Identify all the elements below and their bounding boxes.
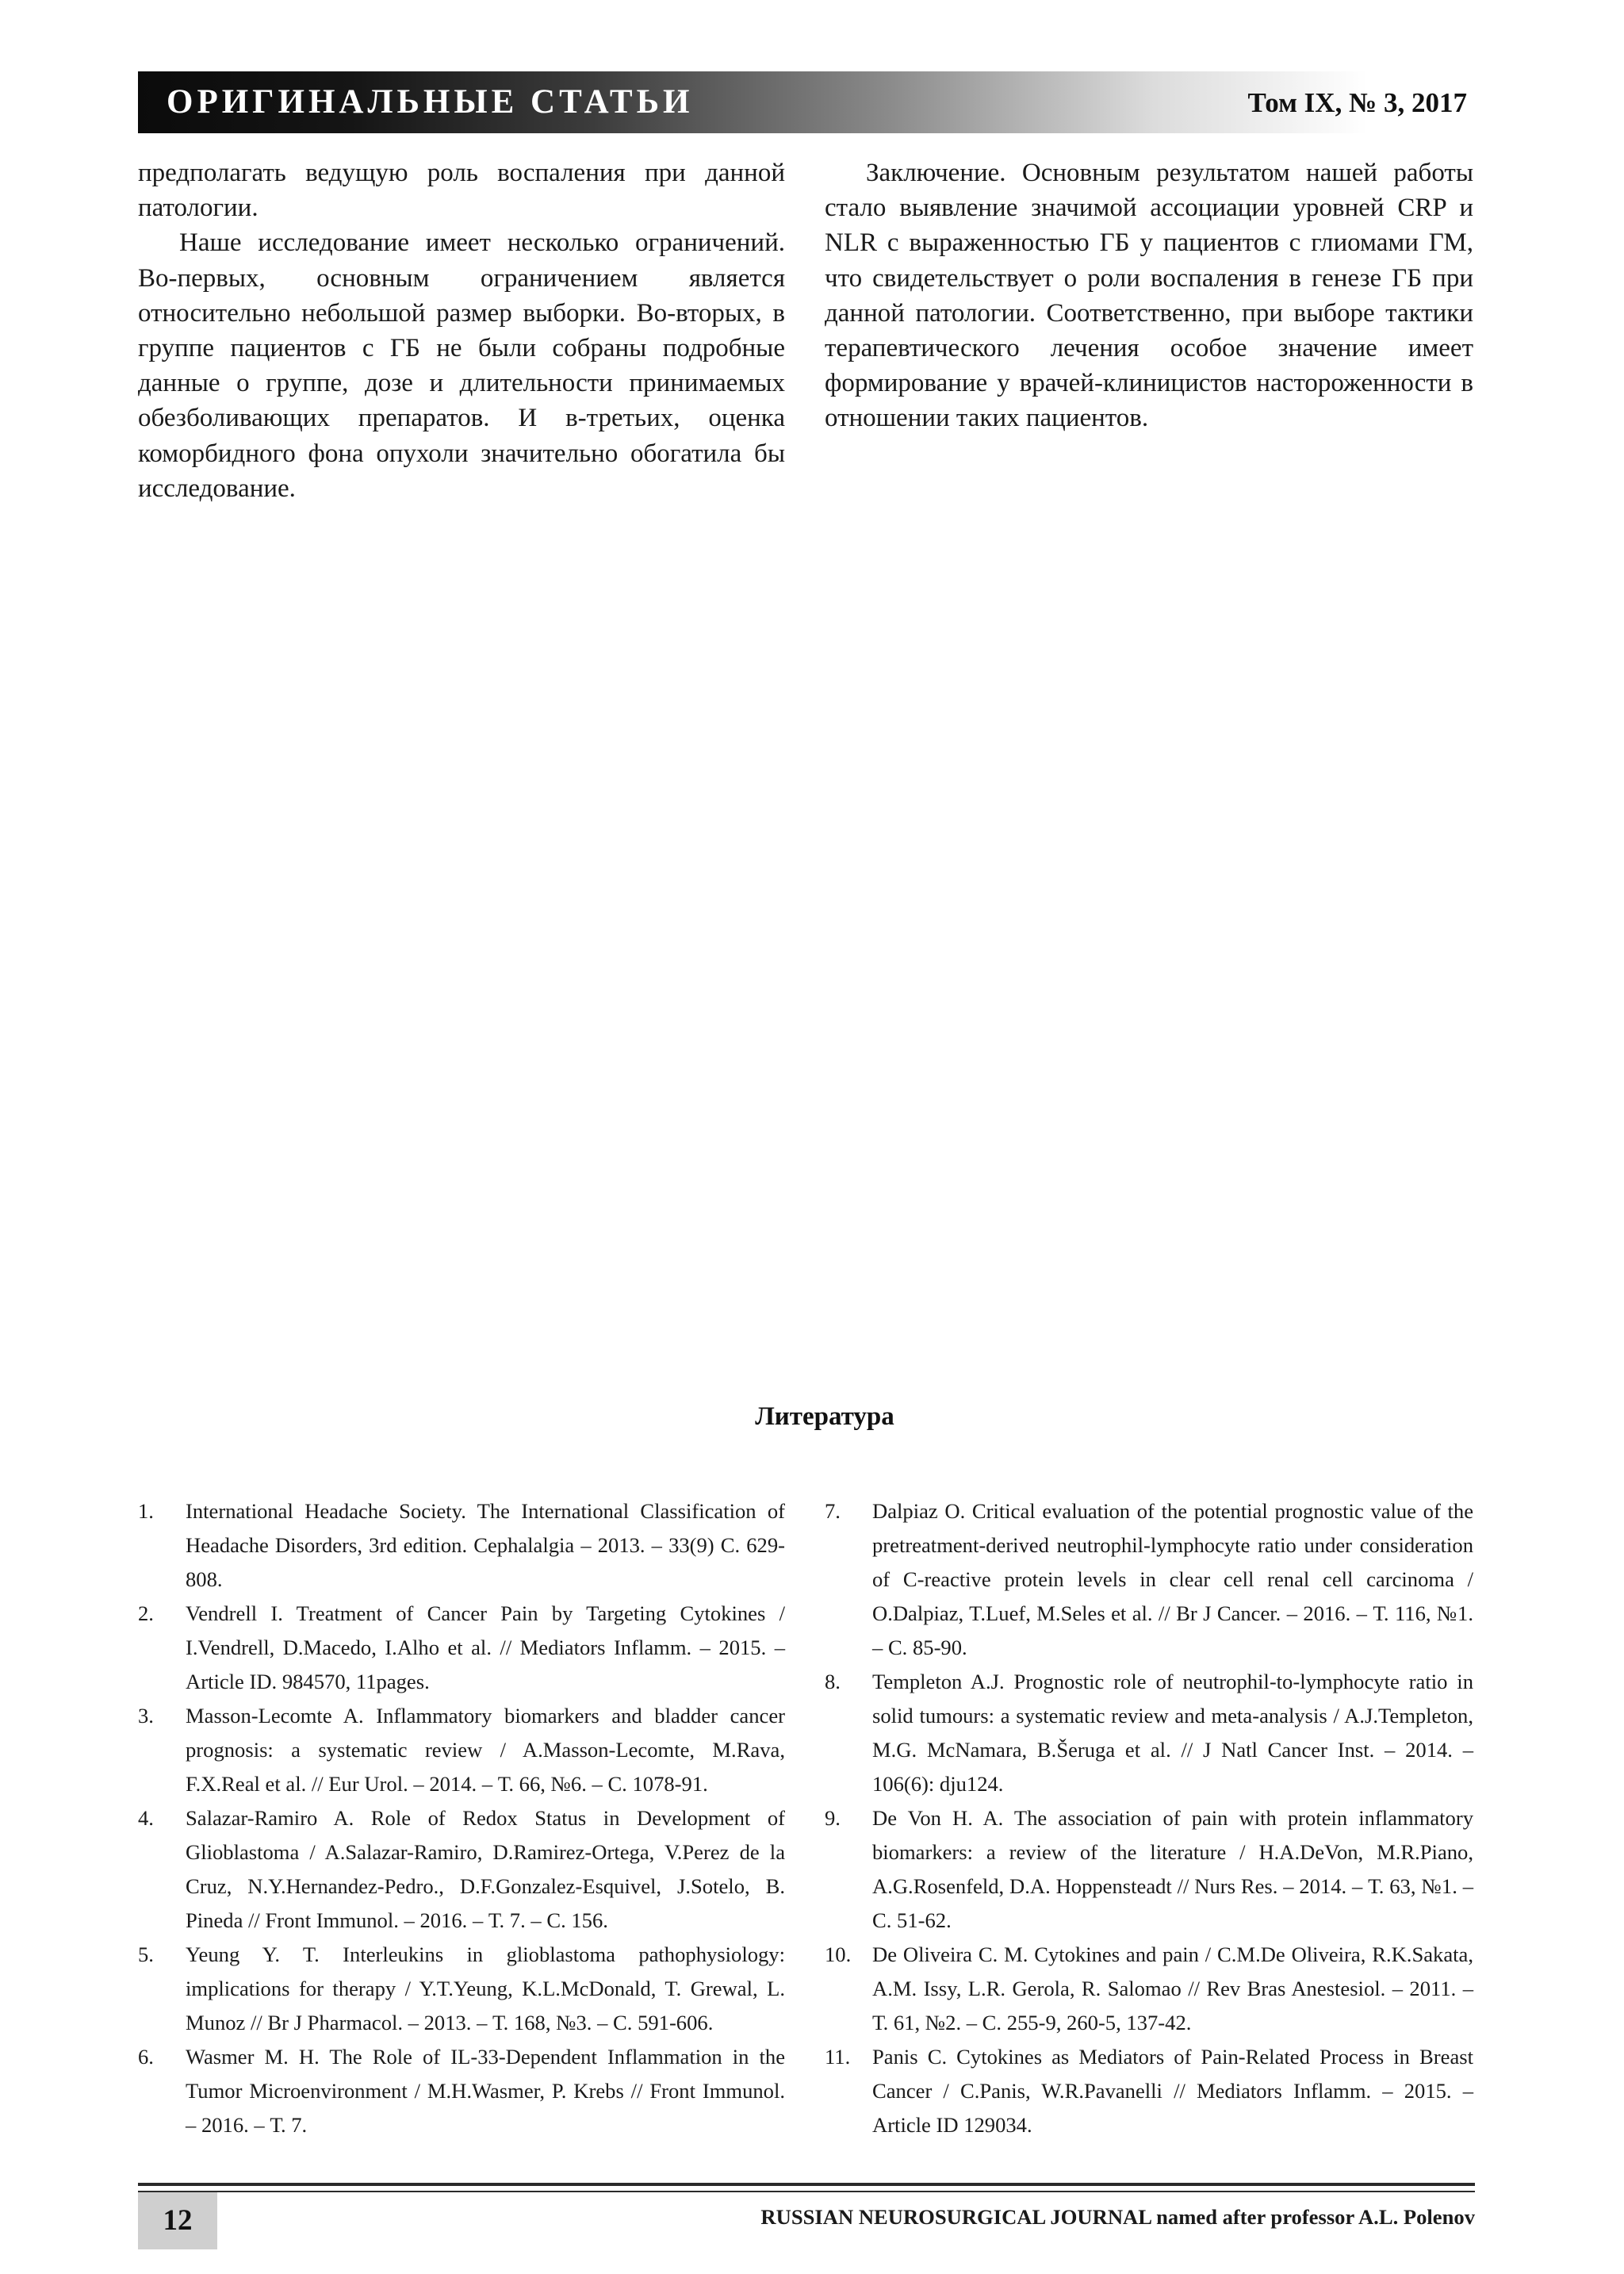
reference-text: Salazar-Ramiro A. Role of Redox Status in Development of Glioblastoma / A.Salazar-Ramiro, D.Ramirez-Ortega, V.Perez de la Cruz, N.Y.Hernandez-Pedro., D.F.Gonzalez-Esquivel, J.Sotelo, B. Pineda // Front Immunol. – 2016. – Т. 7. – С. 156. xyxy=(186,1806,785,1932)
reference-text: Vendrell I. Treatment of Cancer Pain by Targeting Cytokines / I.Vendrell, D.Macedo, I.Alho et al. // Mediators Inflamm. – 2015. – Article ID. 984570, 11pages. xyxy=(186,1601,785,1693)
reference-text: Yeung Y. T. Interleukins in glioblastoma pathophysiology: implications for therapy / Y.T.Yeung, K.L.McDonald, T. Grewal, L. Munoz // Br J Pharmacol. – 2013. – Т. 168, №3. – С. 591-606. xyxy=(186,1942,785,2034)
reference-item xyxy=(825,1665,1473,1801)
reference-number: 1. xyxy=(138,1499,154,1523)
reference-text: Dalpiaz O. Critical evaluation of the potential prognostic value of the pretreatment-derived neutrophil-lymphocyte ratio under consideration of C-reactive protein levels in clear cell renal cell carcinoma / O.Dalpiaz, T.Luef, M.Seles et al. // Br J Cancer. – 2016. – Т. 116, №1. – С. 85-90. xyxy=(872,1499,1473,1659)
footer-rule xyxy=(138,2191,1475,2192)
body-paragraph: предполагать ведущую роль воспаления при данной патологии. xyxy=(138,159,785,223)
article-column-left xyxy=(138,155,785,506)
reference-number: 11. xyxy=(825,2045,851,2069)
reference-number: 6. xyxy=(138,2045,154,2069)
footer-rule xyxy=(138,2183,1475,2186)
reference-text: Masson-Lecomte A. Inflammatory biomarkers and bladder cancer prognosis: a systematic review / A.Masson-Lecomte, M.Rava, F.X.Real et al. // Eur Urol. – 2014. – Т. 66, №6. – С. 1078-91. xyxy=(186,1704,785,1796)
journal-name: RUSSIAN NEUROSURGICAL JOURNAL named after professor A.L. Polenov xyxy=(760,2205,1475,2229)
references-column-right xyxy=(825,1494,1473,2142)
reference-number: 9. xyxy=(825,1806,841,1830)
reference-text: Panis C. Cytokines as Mediators of Pain-Related Process in Breast Cancer / C.Panis, W.R.Pavanelli // Mediators Inflamm. – 2015. – Article ID 129034. xyxy=(872,2045,1473,2137)
page-header xyxy=(138,71,1475,133)
reference-number: 10. xyxy=(825,1942,852,1966)
issue-label: Том IX, № 3, 2017 xyxy=(1247,87,1467,118)
reference-item xyxy=(825,1938,1473,2040)
reference-number: 7. xyxy=(825,1499,841,1523)
reference-item xyxy=(138,1597,785,1699)
reference-item xyxy=(825,1801,1473,1938)
reference-number: 5. xyxy=(138,1942,154,1966)
reference-number: 2. xyxy=(138,1601,154,1625)
reference-text: De Oliveira C. M. Cytokines and pain / C.M.De Oliveira, R.K.Sakata, A.M. Issy, L.R. Gerola, R. Salomao // Rev Bras Anestesiol. – 2011. – Т. 61, №2. – С. 255-9, 260-5, 137-42. xyxy=(872,1942,1473,2034)
references-heading: Литература xyxy=(755,1402,894,1431)
references-column-left xyxy=(138,1494,785,2142)
reference-item xyxy=(138,1801,785,1938)
reference-item xyxy=(138,1494,785,1597)
reference-text: De Von H. A. The association of pain with protein inflammatory biomarkers: a review of the literature / H.A.DeVon, M.R.Piano, A.G.Rosenfeld, D.A. Hoppensteadt // Nurs Res. – 2014. – Т. 63, №1. – С. 51-62. xyxy=(872,1806,1473,1932)
reference-item xyxy=(825,2040,1473,2142)
reference-number: 8. xyxy=(825,1670,841,1693)
reference-item xyxy=(825,1494,1473,1665)
reference-item xyxy=(138,1699,785,1801)
conclusion-paragraph: Заключение. Основным результатом нашей работы стало выявление значимой ассоциации уровней CRP и NLR с выраженностью ГБ у пациентов с глиомами ГМ, что свидетельствует о роли воспаления в генезе ГБ при данной патологии. Соответственно, при выборе тактики терапевтического лечения особое значение имеет формирование у врачей-клиницистов настороженности в отношении таких пациентов. xyxy=(825,159,1473,433)
reference-number: 4. xyxy=(138,1806,154,1830)
section-title: ОРИГИНАЛЬНЫЕ СТАТЬИ xyxy=(167,83,694,121)
article-column-right xyxy=(825,155,1473,436)
page-number: 12 xyxy=(138,2192,217,2249)
reference-text: International Headache Society. The International Classification of Headache Disorders, 3rd edition. Cephalalgia – 2013. – 33(9) С. 629-808. xyxy=(186,1499,785,1591)
body-paragraph: Наше исследование имеет несколько ограничений. Во-первых, основным ограничением является относительно небольшой размер выборки. Во-вторых, в группе пациентов с ГБ не были собраны подробные данные о группе, дозе и длительности принимаемых обезболивающих препаратов. И в-третьих, оценка коморбидного фона опухоли значительно обогатила бы исследование. xyxy=(138,228,785,503)
reference-text: Wasmer M. H. The Role of IL-33-Dependent Inflammation in the Tumor Microenvironment / M.H.Wasmer, P. Krebs // Front Immunol. – 2016. – Т. 7. xyxy=(186,2045,785,2137)
reference-text: Templeton A.J. Prognostic role of neutrophil-to-lymphocyte ratio in solid tumours: a systematic review and meta-analysis / A.J.Templeton, M.G. McNamara, B.Šeruga et al. // J Natl Cancer Inst. – 2014. – 106(6): dju124. xyxy=(872,1670,1473,1796)
reference-item xyxy=(138,2040,785,2142)
reference-item xyxy=(138,1938,785,2040)
reference-number: 3. xyxy=(138,1704,154,1728)
